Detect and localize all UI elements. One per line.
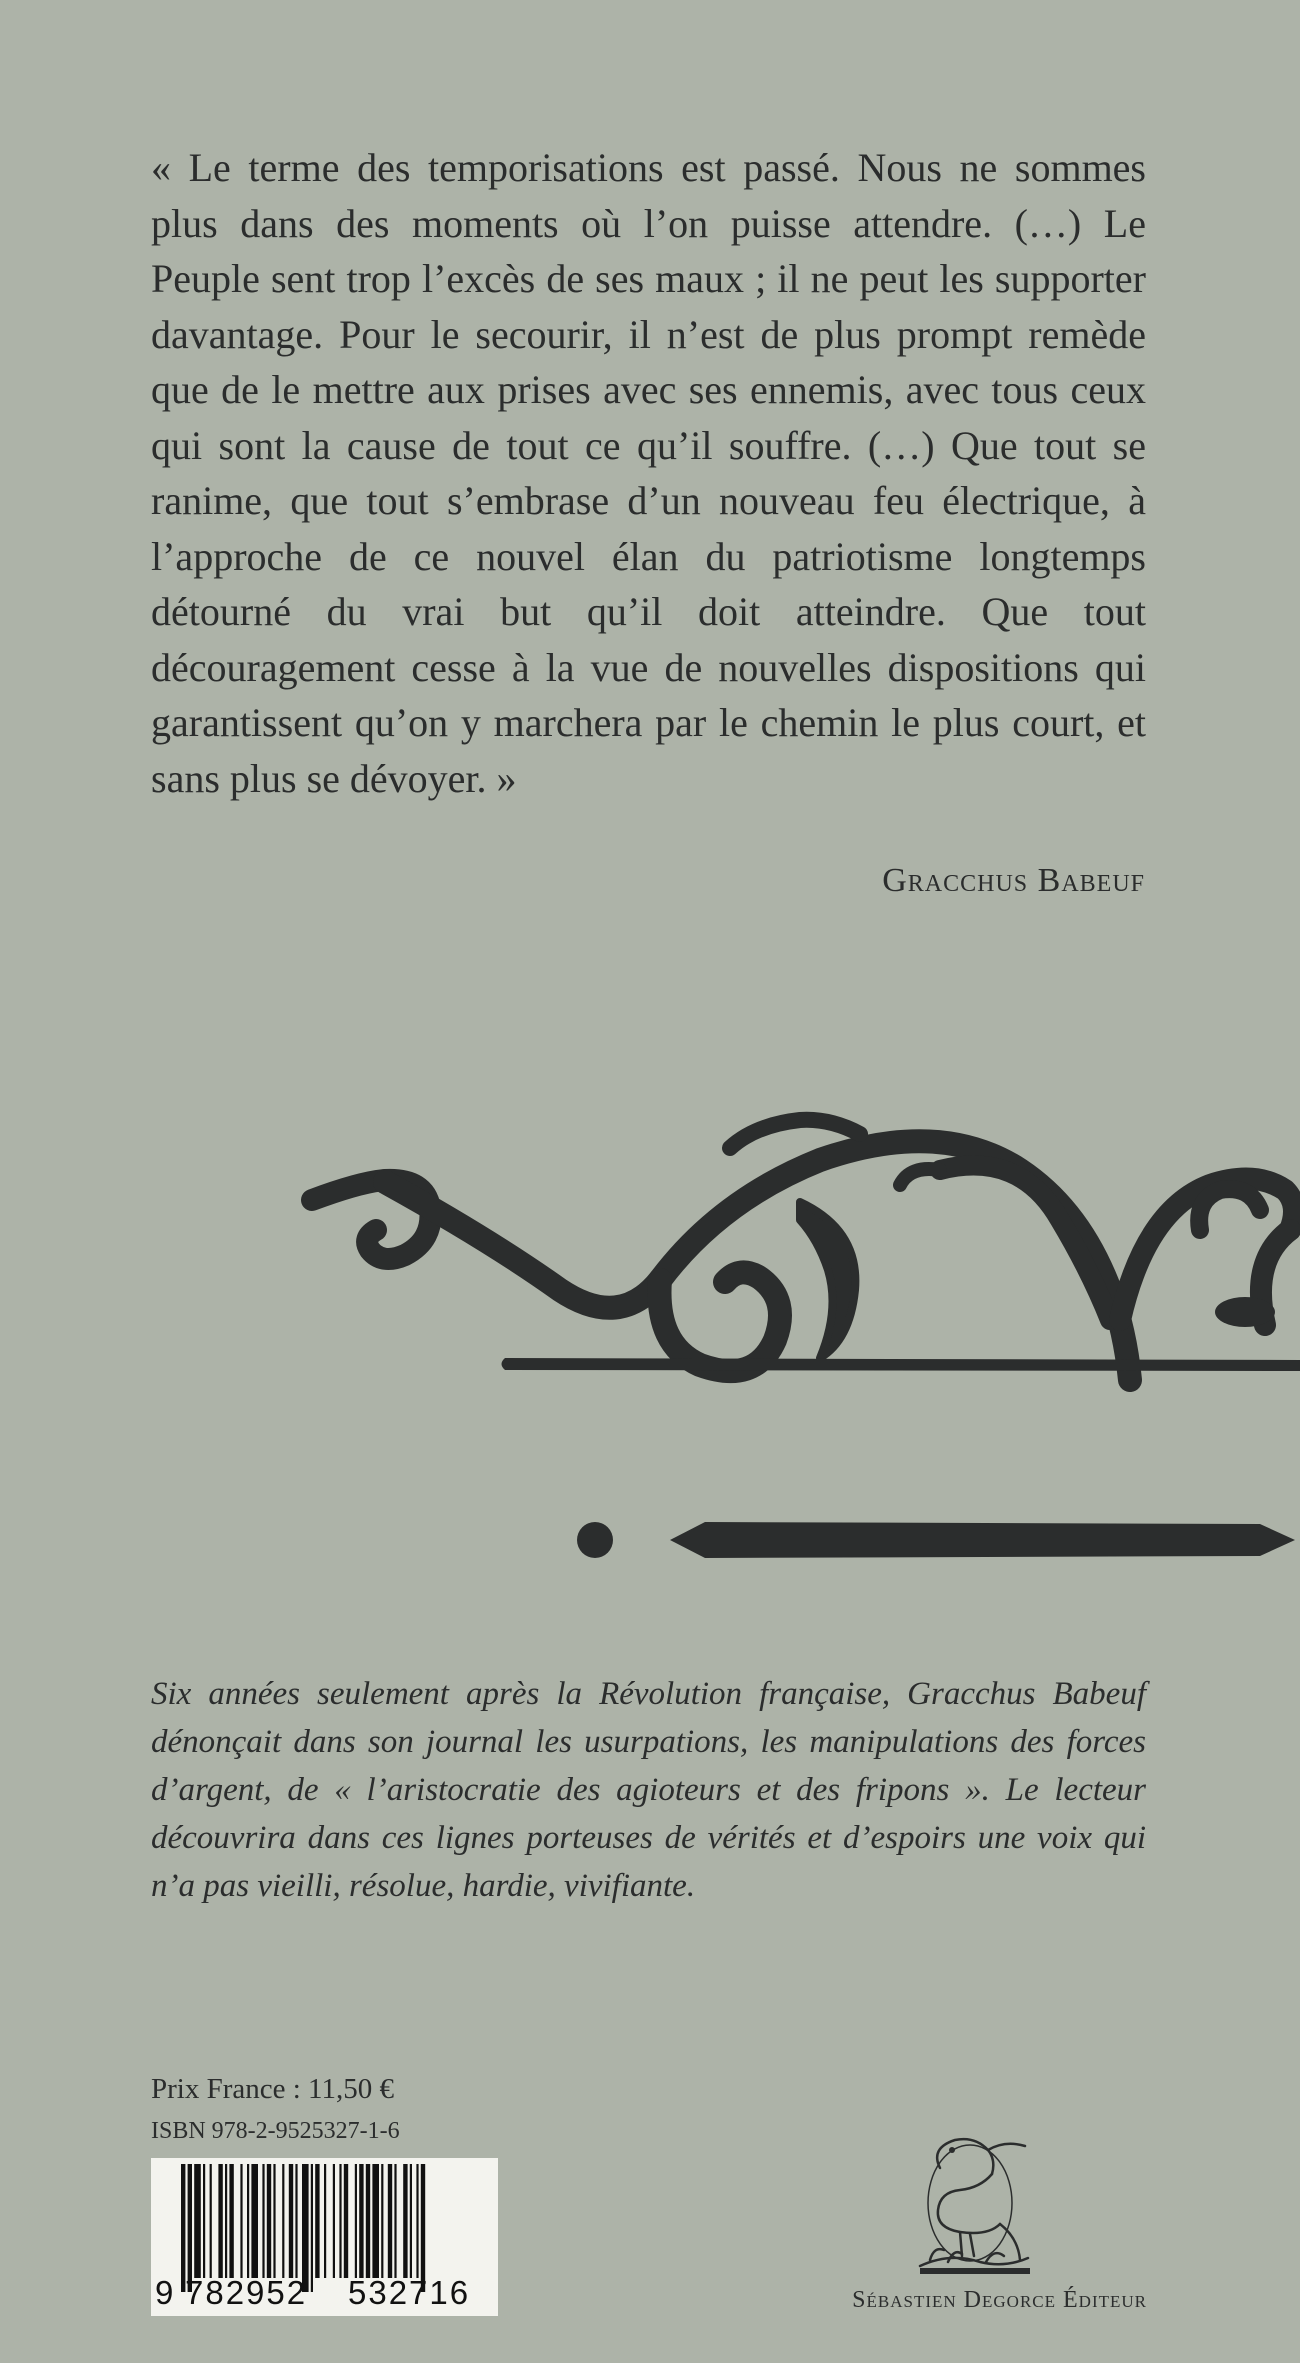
barcode-bar bbox=[302, 2164, 309, 2292]
barcode-bar bbox=[366, 2164, 370, 2278]
barcode-bar bbox=[282, 2164, 284, 2278]
barcode-bar bbox=[315, 2164, 319, 2278]
barcode-bar bbox=[339, 2164, 341, 2278]
blurb-text: Six années seulement après la Révolution française, Gracchus Babeuf dénonçait dans son journal les usurpations, les manipulations des forces d’argent, de « l’aristocratie des agioteurs et des fripons ». Le lecteur découvrira dans ces lignes porteuses de vérités et d’espoirs une voix qui n’a pas vieilli, résolue, hardie, vivifiante. bbox=[151, 1676, 1146, 1904]
barcode-bar bbox=[403, 2164, 407, 2278]
barcode-bar bbox=[372, 2164, 379, 2278]
barcode-bar bbox=[311, 2164, 313, 2292]
barcode-bar bbox=[194, 2164, 201, 2278]
barcode-bar bbox=[295, 2164, 297, 2278]
barcode-bar bbox=[240, 2164, 242, 2278]
isbn: ISBN 978-2-9525327-1-6 bbox=[151, 2118, 400, 2144]
barcode-bar bbox=[247, 2164, 249, 2278]
barcode-group-1: 782952 bbox=[185, 2274, 308, 2311]
barcode-bar bbox=[394, 2164, 396, 2278]
barcode-bar bbox=[203, 2164, 205, 2278]
ornament-bud bbox=[1215, 1297, 1275, 1327]
publisher-name: Sébastien Degorce Éditeur bbox=[852, 2287, 1147, 2313]
barcode-bar bbox=[324, 2164, 326, 2278]
barcode-bar bbox=[188, 2164, 192, 2292]
ornamental-scroll bbox=[300, 1090, 1300, 1570]
barcode-bar bbox=[210, 2164, 212, 2278]
barcode-first-digit: 9 bbox=[155, 2274, 174, 2311]
barcode-bar bbox=[381, 2164, 383, 2278]
price: Prix France : 11,50 € bbox=[151, 2073, 394, 2105]
quote-author: Gracchus Babeuf bbox=[882, 862, 1145, 899]
barcode-bar bbox=[421, 2164, 425, 2292]
publisher-heron-logo bbox=[900, 2128, 1050, 2278]
barcode-bar bbox=[229, 2164, 233, 2278]
barcode-bar bbox=[416, 2164, 418, 2278]
barcode-bar bbox=[267, 2164, 271, 2278]
barcode-bar bbox=[359, 2164, 363, 2278]
barcode-bar bbox=[218, 2164, 222, 2278]
barcode-bar bbox=[225, 2164, 227, 2278]
barcode-bar bbox=[289, 2164, 293, 2278]
quote-text: « Le terme des temporisations est passé. Nous ne sommes plus dans des moments où l’on puisse attendre. (…) Le Peuple sent trop l’excès de ses maux ; il ne peut les supporter davantage. Pour le secourir, il n’est de plus prompt remède que de le mettre aux prises avec ses ennemis, avec tous ceux qui sont la cause de tout ce qu’il souffre. (…) Que tout se ranime, que tout s’embrase d’un nouveau feu électrique, à l’approche de ce nouvel élan du patriotisme longtemps détourné du vrai but qu’il doit atteindre. Que tout découragement cesse à la vue de nouvelles dispositions qui garantissent qu’on y marchera par le chemin le plus court, et sans plus se dévoyer. » bbox=[151, 145, 1146, 801]
barcode-bar bbox=[273, 2164, 275, 2278]
barcode-bar bbox=[251, 2164, 258, 2278]
barcode-bar bbox=[262, 2164, 264, 2278]
barcode-bar bbox=[355, 2164, 357, 2278]
barcode-bar bbox=[333, 2164, 335, 2278]
barcode-bar bbox=[410, 2164, 412, 2278]
barcode-group-2: 532716 bbox=[348, 2274, 471, 2311]
barcode-digits bbox=[151, 2274, 498, 2316]
barcode-bar bbox=[344, 2164, 348, 2278]
barcode-bar bbox=[181, 2164, 185, 2292]
barcode-bar bbox=[388, 2164, 392, 2278]
barcode bbox=[151, 2158, 498, 2316]
